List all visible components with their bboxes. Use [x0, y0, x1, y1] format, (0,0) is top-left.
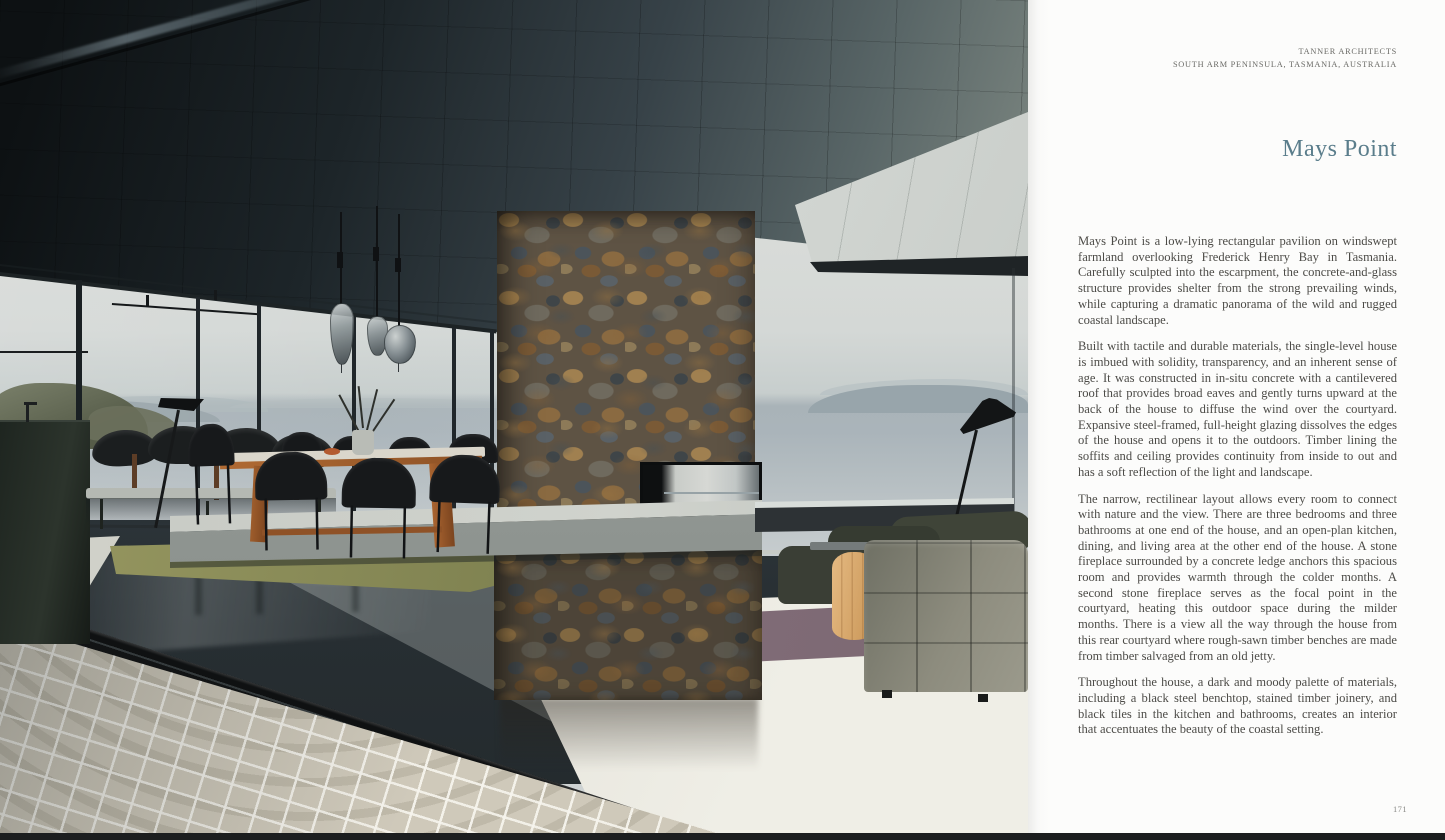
column-reflection: [500, 698, 758, 770]
pendant-cord: [376, 206, 378, 316]
tray: [810, 542, 870, 550]
book-bottom-edge: [0, 833, 1445, 840]
quilted-sofa: [772, 500, 1028, 710]
linear-pendant-light: [0, 351, 88, 353]
project-credits: [1078, 45, 1397, 71]
paragraph: Built with tactile and durable materials, the single-level house is imbued with solidity, transparency, and an inherent sense of age. It was constructed in in-situ concrete with a cantilevered roof that provides broad eaves and gently turns upward at the back of the house to diffuse the wind over the courtyard. Expansive steel-framed, full-height glazing dissolves the edges of the house and opens it to the outdoors. Timber lining the soffits and ceiling provides continuity from inside to out and has a soft reflection of the light and landscape.: [1078, 339, 1397, 479]
paragraph: Throughout the house, a dark and moody palette of materials, including a black steel benchtop, stained timber joinery, and black tiles in the kitchen and bathrooms, creates an interior that accentuates the beauty of the coastal setting.: [1078, 675, 1397, 737]
page-number: 171: [1392, 804, 1407, 814]
page-title: Mays Point: [1282, 136, 1397, 162]
faucet-icon: [26, 402, 29, 422]
sofa-leg: [100, 499, 103, 529]
paragraph: Mays Point is a low-lying rectangular pavilion on windswept farmland overlooking Frederick Henry Bay in Tasmania. Carefully sculpted into the escarpment, the concrete-and-glass structure provides shelter from the strong prevailing winds, while capturing a dramatic panorama of the wild and rugged coastal landscape.: [1078, 234, 1397, 327]
body-text: [1078, 234, 1397, 749]
pendant-canopy: [373, 247, 379, 261]
project-location: SOUTH ARM PENINSULA, TASMANIA, AUSTRALIA: [1172, 60, 1397, 69]
glass-corner: [1012, 268, 1015, 520]
stone-fireplace-base: [494, 548, 762, 700]
paragraph: The narrow, rectilinear layout allows every room to connect with nature and the view. There are three bedrooms and three bathrooms at one end of the house, and an open-plan kitchen, dining, and living area at the other end of the house. A stone fireplace surrounded by a concrete ledge anchors this spacious room and provides warmth through the colder months. A second stone fireplace serves as the focal point in the courtyard, heating this outdoor space during the milder months. There is a view all the way through the house from this rear courtyard where rough-sawn timber benches are made from timber salvaged from an old jetty.: [1078, 491, 1397, 663]
bowl: [324, 448, 340, 455]
pendant-canopy: [395, 258, 401, 272]
kitchen-island: [0, 420, 90, 644]
pendant-drop: [214, 290, 217, 300]
pendant-canopy: [337, 252, 343, 268]
vase: [352, 430, 374, 455]
sofa-arm: [864, 540, 1028, 692]
architect-name: TANNER ARCHITECTS: [1298, 47, 1397, 56]
faucet-icon: [24, 402, 37, 405]
pendant-pull: [398, 363, 399, 372]
sofa-leg: [978, 694, 988, 702]
text-page: [1028, 0, 1445, 840]
pendant-pull: [341, 364, 342, 373]
pendant-drop: [146, 295, 149, 307]
sofa-leg: [882, 690, 892, 698]
